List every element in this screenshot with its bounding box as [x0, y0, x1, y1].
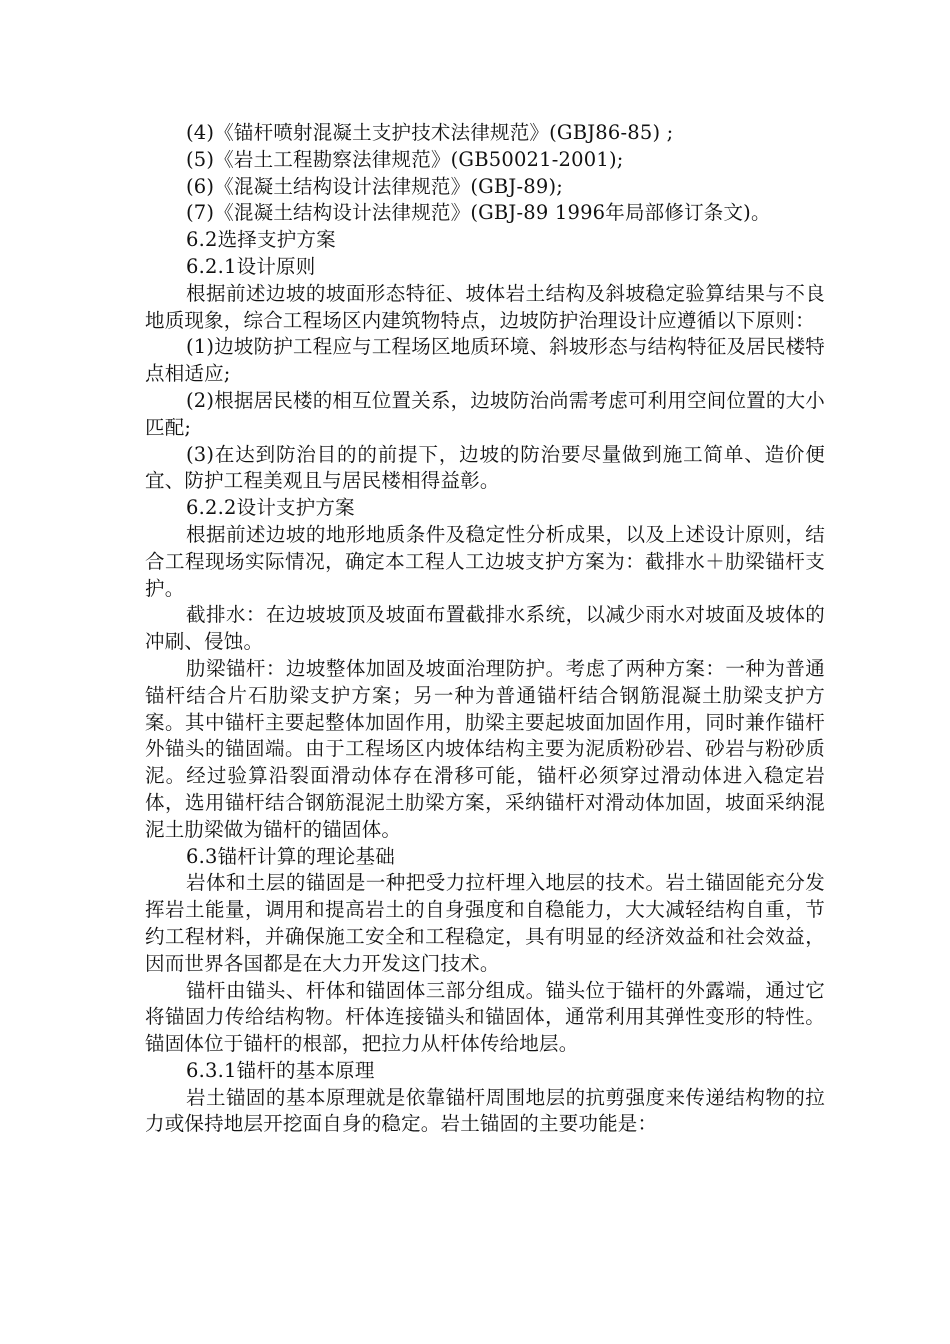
body-paragraph: 肋梁锚杆：边坡整体加固及坡面治理防护。考虑了两种方案：一种为普通锚杆结合片石肋梁支护方案；另一种为普通锚杆结合钢筋混凝土肋梁支护方案。其中锚杆主要起整体加固作用，肋梁主要起坡面加固作用，同时兼作锚杆外锚头的锚固端。由于工程场区内坡体结构主要为泥质粉砂岩、砂岩与粉砂质泥。经过验算沿裂面滑动体存在滑移可能，锚杆必须穿过滑动体进入稳定岩体，选用锚杆结合钢筋混泥土肋梁方案，采纳锚杆对滑动体加固，坡面采纳混泥土肋梁做为锚杆的锚固体。: [145, 656, 825, 841]
reference-item-4: (4)《锚杆喷射混凝土支护技术法律规范》(GBJ86-85) ;: [186, 121, 674, 144]
principle-item-2: (2)根据居民楼的相互位置关系，边坡防治尚需考虑可利用空间位置的大小匹配;: [145, 388, 825, 439]
body-paragraph: 岩土锚固的基本原理就是依靠锚杆周围地层的抗剪强度来传递结构物的拉力或保持地层开挖面自身的稳定。岩土锚固的主要功能是：: [145, 1085, 825, 1136]
reference-item-5: (5)《岩土工程勘察法律规范》(GB50021-2001);: [186, 147, 624, 171]
reference-item-7: (7)《混凝土结构设计法律规范》(GBJ-89 1996年局部修订条文)。: [186, 201, 771, 225]
body-paragraph: 根据前述边坡的坡面形态特征、坡体岩土结构及斜坡稳定验算结果与不良地质现象，综合工程场区内建筑物特点，边坡防护治理设计应遵循以下原则：: [145, 281, 825, 332]
body-paragraph: 锚杆由锚头、杆体和锚固体三部分组成。锚头位于锚杆的外露端，通过它将锚固力传给结构物。杆体连接锚头和锚固体，通常利用其弹性变形的特性。锚固体位于锚杆的根部，把拉力从杆体传给地层。: [145, 978, 825, 1056]
section-heading-6-3-1: 6.3.1锚杆的基本原理: [186, 1058, 375, 1082]
section-heading-6-2-1: 6.2.1设计原则: [186, 254, 316, 278]
section-heading-6-3: 6.3锚杆计算的理论基础: [186, 844, 395, 868]
principle-item-3: (3)在达到防治目的的前提下，边坡的防治要尽量做到施工简单、造价便宜、防护工程美观且与居民楼相得益彰。: [145, 442, 825, 493]
reference-item-6: (6)《混凝土结构设计法律规范》(GBJ-89);: [186, 174, 564, 198]
body-paragraph: 岩体和土层的锚固是一种把受力拉杆埋入地层的技术。岩土锚固能充分发挥岩土能量，调用和提高岩土的自身强度和自稳能力，大大减轻结构自重，节约工程材料，并确保施工安全和工程稳定，具有明显的经济效益和社会效益，因而世界各国都是在大力开发这门技术。: [145, 871, 825, 975]
section-heading-6-2-2: 6.2.2设计支护方案: [186, 496, 355, 520]
principle-item-1: (1)边坡防护工程应与工程场区地质环境、斜坡形态与结构特征及居民楼特点相适应;: [145, 335, 825, 386]
body-paragraph: 截排水：在边坡坡顶及坡面布置截排水系统，以减少雨水对坡面及坡体的冲刷、侵蚀。: [145, 603, 825, 654]
body-paragraph: 根据前述边坡的地形地质条件及稳定性分析成果，以及上述设计原则，结合工程现场实际情况，确定本工程人工边坡支护方案为：截排水＋肋梁锚杆支护。: [145, 522, 825, 600]
document-body: [145, 120, 825, 1138]
section-heading-6-2: 6.2选择支护方案: [186, 228, 336, 252]
